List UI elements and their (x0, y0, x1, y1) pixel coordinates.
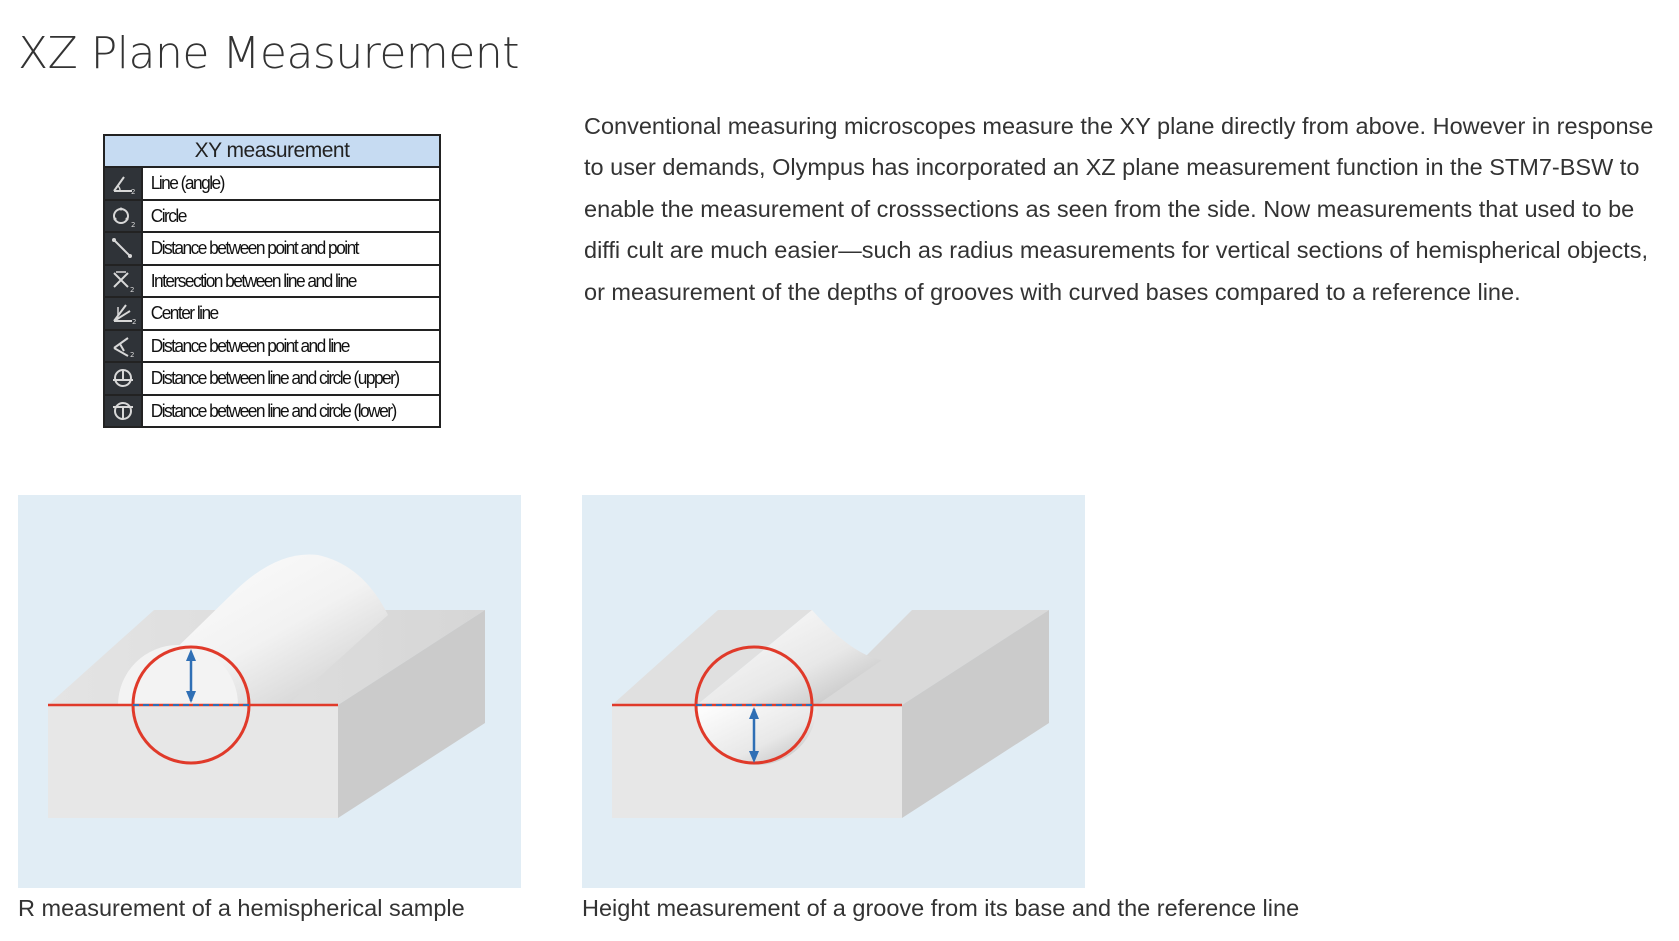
svg-text:2: 2 (130, 285, 135, 293)
xy-row-label: Center line (150, 303, 218, 323)
line-angle-icon (105, 168, 143, 199)
point-to-line-icon (105, 331, 143, 362)
circle-icon (105, 201, 143, 232)
xy-row-label: Line (angle) (150, 173, 224, 193)
xy-table-row (105, 298, 439, 331)
svg-text:2: 2 (132, 318, 137, 326)
xy-row-label: Intersection between line and line (150, 270, 356, 291)
hemisphere-figure (18, 495, 521, 888)
xy-table-row (105, 266, 439, 299)
svg-text:2: 2 (131, 220, 136, 228)
svg-text:2: 2 (131, 188, 136, 196)
xy-table-row (105, 201, 439, 234)
xy-measurement-table (103, 134, 441, 428)
xy-row-label: Distance between point and point (150, 238, 358, 258)
line-circle-lower-icon (105, 396, 143, 427)
page-title: XZ Plane Measurement (18, 28, 520, 79)
center-line-icon (105, 298, 143, 329)
xy-table-row (105, 331, 439, 364)
xy-table-row (105, 233, 439, 266)
svg-text:2: 2 (130, 350, 135, 358)
line-intersection-icon (105, 266, 143, 297)
point-to-point-icon (105, 233, 143, 264)
xy-row-label: Distance between line and circle (lower) (150, 400, 396, 421)
xy-row-label: Distance between line and circle (upper) (150, 368, 399, 388)
figure-caption: Height measurement of a groove from its base and the reference line (582, 895, 1300, 921)
xy-row-label: Circle (150, 205, 186, 226)
xy-table-row (105, 168, 439, 201)
groove-figure (582, 495, 1085, 888)
xy-row-label: Distance between point and line (150, 335, 349, 356)
xy-table-header: XY measurement (105, 136, 439, 168)
figure-caption: R measurement of a hemispherical sample (18, 895, 465, 921)
xy-table-row (105, 363, 439, 396)
intro-paragraph: Conventional measuring microscopes measure the XY plane directly from above. However in response to user demands, Olympus has incorporated an XZ plane measurement function in the STM7-BSW to enable the measurement of crosssections as seen from the side. Now measurements that used to be diffi cult are much easier—such as radius measurements for vertical sections of hemispherical objects, or measurement of the depths of grooves with curved bases compared to a reference line. (584, 113, 1654, 305)
xy-table-row (105, 396, 439, 427)
line-circle-upper-icon (105, 363, 143, 394)
